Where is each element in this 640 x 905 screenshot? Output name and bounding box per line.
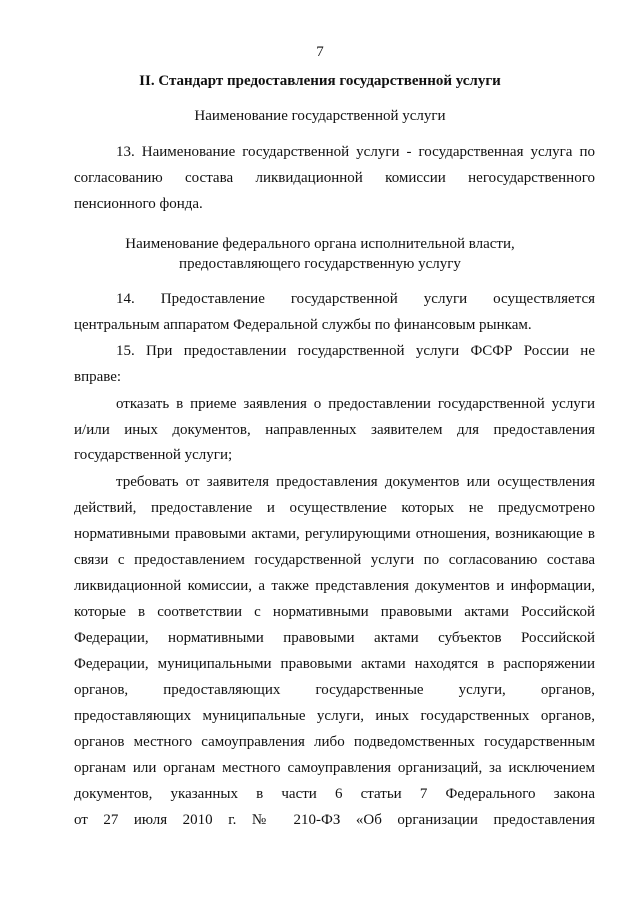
paragraph-line: органов, предоставляющих государственные услуги, органов, [74, 682, 595, 698]
paragraph-line: государственной услуги; [74, 447, 233, 463]
paragraph-line: предоставляющих муниципальные услуги, иных государственных органов, [74, 708, 595, 724]
paragraph-line: ликвидационной комиссии, а также представления документов и информации, [74, 578, 595, 594]
paragraph-line: связи с предоставлением государственной услуги по согласованию состава [74, 552, 595, 568]
paragraph-line: органов местного самоуправления либо подведомственных государственным [74, 734, 595, 750]
paragraph-line: нормативными правовыми актами, регулирующими отношения, возникающие в [74, 526, 595, 542]
paragraph-line: Федерации, муниципальными правовыми актами находятся в распоряжении [74, 656, 595, 672]
paragraph-line: действий, предоставление и осуществление которых не предусмотрено [74, 500, 595, 516]
subheading-authority-line2: предоставляющего государственную услугу [179, 256, 461, 272]
paragraph-line: 13. Наименование государственной услуги - государственная услуга по [116, 144, 595, 160]
paragraph-line: пенсионного фонда. [74, 196, 203, 212]
paragraph-line: документов, указанных в части 6 статьи 7 Федерального закона [74, 786, 595, 802]
paragraph-line: требовать от заявителя предоставления документов или осуществления [116, 474, 595, 490]
section-title: II. Стандарт предоставления государственной услуги [139, 73, 501, 89]
page-number: 7 [316, 44, 324, 60]
subheading-authority-line1: Наименование федерального органа исполнительной власти, [125, 236, 515, 252]
subheading-service-name: Наименование государственной услуги [194, 108, 446, 124]
paragraph-line: вправе: [74, 369, 122, 385]
paragraph-line: 14. Предоставление государственной услуги осуществляется [116, 291, 595, 307]
paragraph-line: от 27 июля 2010 г. № 210-ФЗ «Об организации предоставления [74, 812, 595, 828]
paragraph-line: центральным аппаратом Федеральной службы по финансовым рынкам. [74, 317, 532, 333]
paragraph-line: органам или органам местного самоуправления организаций, за исключением [74, 760, 595, 776]
paragraph-line: отказать в приеме заявления о предоставлении государственной услуги [116, 396, 595, 412]
paragraph-line: согласованию состава ликвидационной комиссии негосударственного [74, 170, 595, 186]
paragraph-line: которые в соответствии с нормативными правовыми актами Российской [74, 604, 595, 620]
paragraph-line: Федерации, нормативными правовыми актами субъектов Российской [74, 630, 595, 646]
paragraph-line: и/или иных документов, направленных заявителем для предоставления [74, 422, 595, 438]
paragraph-line: 15. При предоставлении государственной услуги ФСФР России не [116, 343, 595, 359]
